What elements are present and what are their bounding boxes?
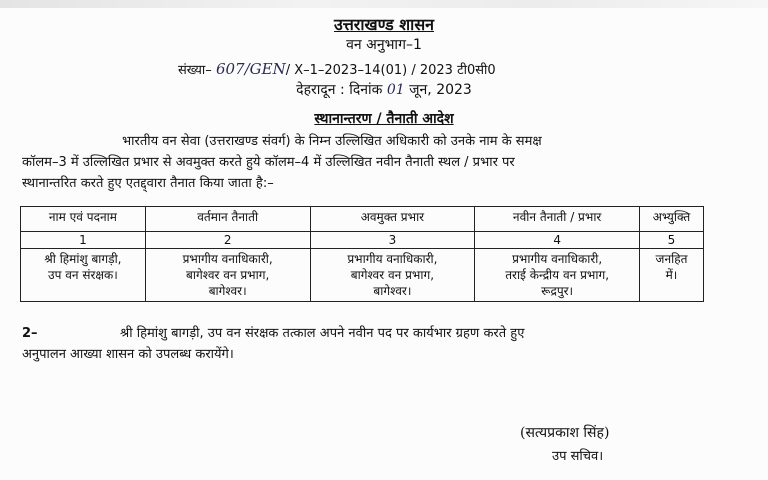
cell-line: प्रभागीय वनाधिकारी, [512,252,603,266]
paragraph-2-text: श्री हिमांशु बागड़ी, उप वन संरक्षक तत्काल अपने नवीन पद पर कार्यभार ग्रहण करते हुए [120,326,525,341]
column-number: 4 [475,232,640,249]
paragraph-2 [22,323,712,365]
column-number: 2 [145,232,310,249]
column-number: 3 [310,232,475,249]
reference-prefix: संख्या– [178,63,212,78]
cell-line: श्री हिमांशु बागड़ी, [44,252,122,266]
reference-suffix: / X–1–2023–14(01) / 2023 टी0सी0 [285,63,496,78]
remarks-cell [640,249,704,302]
paragraph-2-line-1 [22,323,712,344]
table-row [21,249,704,302]
date-suffix: जून, 2023 [409,82,472,98]
paragraph-1-line-2: कॉलम–3 में उल्लिखित प्रभार से अवमुक्त करते हुये कॉलम–4 में उल्लिखित नवीन तैनाती स्थल / प्रभार पर [22,155,515,170]
signatory-designation: उप सचिव। [552,449,604,464]
cell-line: प्रभागीय वनाधिकारी, [347,252,438,266]
government-title: उत्तराखण्ड शासन [333,15,435,34]
paragraph-1-line-3: स्थानान्तरित करते हुए एतद्द्वारा तैनात किया जाता है:– [22,176,274,191]
officer-name-cell [21,249,146,302]
place-prefix: देहरादून : दिनांक [296,82,383,98]
section-name: वन अनुभाग–1 [346,37,422,53]
current-posting-cell [145,249,310,302]
posting-table [20,206,704,302]
order-title: स्थानान्तरण / तैनाती आदेश [314,111,454,127]
cell-line: उप वन संरक्षक। [48,268,118,282]
table-header-row [21,207,704,232]
cell-line: बागेश्वर। [208,284,247,298]
paragraph-number: 2– [22,326,38,341]
new-posting-cell [475,249,640,302]
cell-line: प्रभागीय वनाधिकारी, [182,252,273,266]
date-handwritten: 01 [386,82,405,98]
relieved-charge-cell [310,249,475,302]
cell-line: बागेश्वर। [373,284,412,298]
signatory-name: (सत्यप्रकाश सिंह) [520,425,610,441]
paragraph-1-line-1: भारतीय वन सेवा (उत्तराखण्ड संवर्ग) के निम्न उल्लिखित अधिकारी को उनके नाम के समक्ष [122,134,542,149]
cell-line: में। [665,268,678,282]
cell-line: तराई केन्द्रीय वन प्रभाग, [505,268,610,282]
table-header-cell: नाम एवं पदनाम [21,207,146,232]
table-header-cell: वर्तमान तैनाती [145,207,310,232]
cell-line: बागेश्वर वन प्रभाग, [186,268,270,282]
cell-line: रूद्रपुर। [541,284,574,298]
paragraph-2-line-2: अनुपालन आख्या शासन को उपलब्ध करायेंगे। [22,347,234,362]
cell-line: जनहित [655,252,688,266]
table-header-cell: अभ्युक्ति [640,207,704,232]
scan-top-edge [0,0,768,8]
table-number-row [21,232,704,249]
column-number: 1 [21,232,146,249]
place-date [0,80,768,99]
table-header-cell: नवीन तैनाती / प्रभार [475,207,640,232]
column-number: 5 [640,232,704,249]
cell-line: बागेश्वर वन प्रभाग, [350,268,435,282]
reference-number [178,60,496,78]
paragraph-1 [22,131,712,194]
reference-handwritten: 607/GEN [215,60,286,78]
table-header-cell: अवमुक्त प्रभार [310,207,475,232]
